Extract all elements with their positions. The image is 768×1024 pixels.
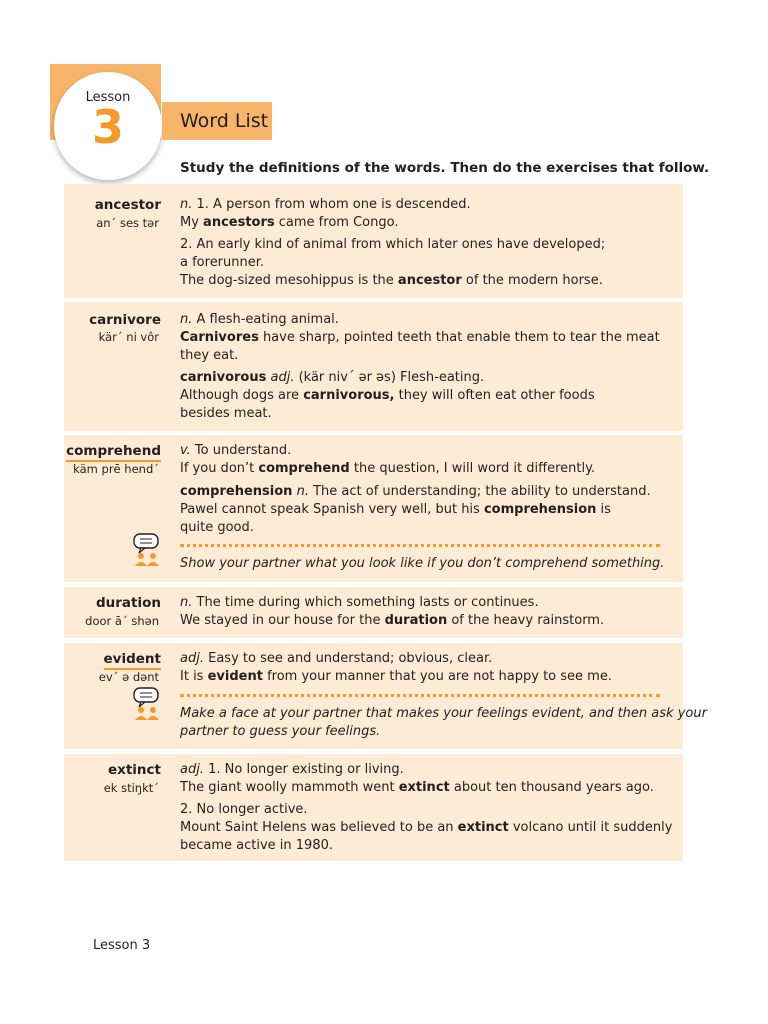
entry-carnivore	[64, 302, 683, 431]
definition-text: To understand.	[194, 443, 292, 458]
entry-pronunciation: kär´ ni vôr	[98, 330, 159, 344]
definition-line	[180, 595, 539, 610]
example-text: Pawel cannot speak Spanish very well, but his	[180, 502, 484, 517]
entry-word: evident	[104, 651, 161, 670]
example-text: Mount Saint Helens was believed to be an	[180, 820, 458, 835]
entry-word: duration	[95, 595, 161, 611]
example-line	[180, 613, 604, 628]
activity-text: Make a face at your partner that makes your feelings evident, and then ask your	[180, 706, 707, 721]
part-of-speech: n.	[180, 595, 193, 610]
entry-pronunciation: ev´ ə dənt	[98, 670, 159, 684]
example-text: The dog-sized mesohippus is the	[180, 273, 398, 288]
example-text: they will often eat other foods	[394, 388, 595, 403]
dotted-divider	[180, 544, 660, 547]
derived-word: comprehension	[180, 484, 293, 499]
example-line	[180, 388, 595, 403]
example-keyword: comprehend	[258, 461, 350, 476]
entry-evident	[64, 643, 707, 749]
example-line	[180, 820, 672, 835]
example-text: of the heavy rainstorm.	[447, 613, 605, 628]
definition-line: 2. An early kind of animal from which later ones have developed;	[180, 237, 606, 252]
example-keyword: extinct	[457, 820, 509, 835]
part-of-speech: v.	[180, 443, 191, 458]
example-text: the question, I will word it differently.	[349, 461, 596, 476]
activity-text: Show your partner what you look like if you don’t comprehend something.	[180, 556, 665, 571]
definition-line: 2. No longer active.	[180, 802, 308, 817]
talking-partners-icon	[132, 687, 162, 721]
example-line: besides meat.	[180, 406, 272, 421]
example-line	[180, 502, 611, 517]
entry-word: extinct	[107, 762, 161, 778]
example-text: It is	[180, 669, 208, 684]
example-keyword: ancestor	[397, 273, 462, 288]
example-text: If you don’t	[180, 461, 259, 476]
example-text: is	[596, 502, 611, 517]
talking-partners-icon	[132, 533, 162, 567]
part-of-speech: adj.	[180, 762, 204, 777]
page-footer: Lesson 3	[93, 938, 151, 953]
example-text: My	[180, 215, 204, 230]
definition-line	[180, 197, 471, 212]
derived-word: carnivorous	[180, 370, 267, 385]
example-text: We stayed in our house for the	[180, 613, 385, 628]
dotted-divider	[180, 694, 660, 697]
example-keyword: evident	[207, 669, 263, 684]
lesson-label: Lesson	[85, 90, 131, 105]
definition-line	[180, 312, 339, 327]
example-keyword: duration	[384, 613, 448, 628]
example-keyword: carnivorous,	[303, 388, 395, 403]
example-line	[180, 669, 612, 684]
example-keyword: extinct	[398, 780, 450, 795]
part-of-speech: n.	[296, 484, 309, 499]
example-line: quite good.	[180, 520, 254, 535]
definition-text: The time during which something lasts or continues.	[196, 595, 539, 610]
example-text: of the modern horse.	[461, 273, 603, 288]
instructions: Study the definitions of the words. Then do the exercises that follow.	[180, 160, 710, 176]
example-text: volcano until it suddenly	[508, 820, 673, 835]
definition-line	[180, 443, 291, 458]
part-of-speech: adj.	[180, 651, 204, 666]
example-line: they eat.	[180, 348, 239, 363]
definition-text: (kär niv´ ər əs) Flesh-eating.	[298, 370, 485, 385]
definition-line	[180, 762, 404, 777]
part-of-speech: n.	[180, 312, 193, 327]
example-text: Although dogs are	[180, 388, 304, 403]
entry-extinct	[64, 754, 683, 861]
example-line	[180, 461, 595, 476]
entry-word: comprehend	[66, 443, 161, 462]
part-of-speech: n.	[180, 197, 193, 212]
example-text: about ten thousand years ago.	[449, 780, 654, 795]
definition-text: 1. No longer existing or living.	[208, 762, 404, 777]
part-of-speech: adj.	[270, 370, 295, 385]
derived-line	[180, 484, 651, 499]
example-line	[180, 780, 654, 795]
definition-text: The act of understanding; the ability to understand.	[313, 484, 651, 499]
derived-line	[180, 370, 484, 385]
entry-word: ancestor	[94, 197, 161, 213]
entry-pronunciation: käm prē hend´	[73, 462, 159, 476]
example-line: became active in 1980.	[180, 838, 334, 853]
definition-text: A flesh-eating animal.	[196, 312, 339, 327]
entry-ancestor	[64, 184, 683, 298]
example-text: The giant woolly mammoth went	[180, 780, 399, 795]
example-keyword: comprehension	[483, 502, 597, 517]
title-box	[162, 102, 272, 140]
entry-duration	[64, 587, 683, 638]
example-line	[180, 330, 660, 345]
entry-word: carnivore	[89, 312, 161, 328]
example-text: have sharp, pointed teeth that enable them to tear the meat	[258, 330, 660, 345]
example-line	[180, 215, 398, 230]
entry-pronunciation: door ā´ shən	[85, 614, 159, 628]
example-text: from your manner that you are not happy to see me.	[262, 669, 612, 684]
example-keyword: ancestors	[203, 215, 275, 230]
page-title: Word List	[180, 110, 269, 132]
example-keyword: Carnivores	[180, 330, 259, 345]
lesson-badge	[54, 72, 162, 180]
example-text: came from Congo.	[274, 215, 399, 230]
entry-pronunciation: an´ ses tər	[96, 216, 159, 230]
entry-pronunciation: ek stiŋkt´	[103, 781, 159, 795]
activity-text: partner to guess your feelings.	[180, 724, 381, 739]
definition-text: Easy to see and understand; obvious, clear.	[208, 651, 493, 666]
definition-text: 1. A person from whom one is descended.	[196, 197, 471, 212]
definition-line	[180, 651, 492, 666]
entry-comprehend	[64, 435, 683, 582]
definition-line: a forerunner.	[180, 255, 265, 270]
lesson-number: 3	[91, 100, 124, 154]
example-line	[180, 273, 603, 288]
